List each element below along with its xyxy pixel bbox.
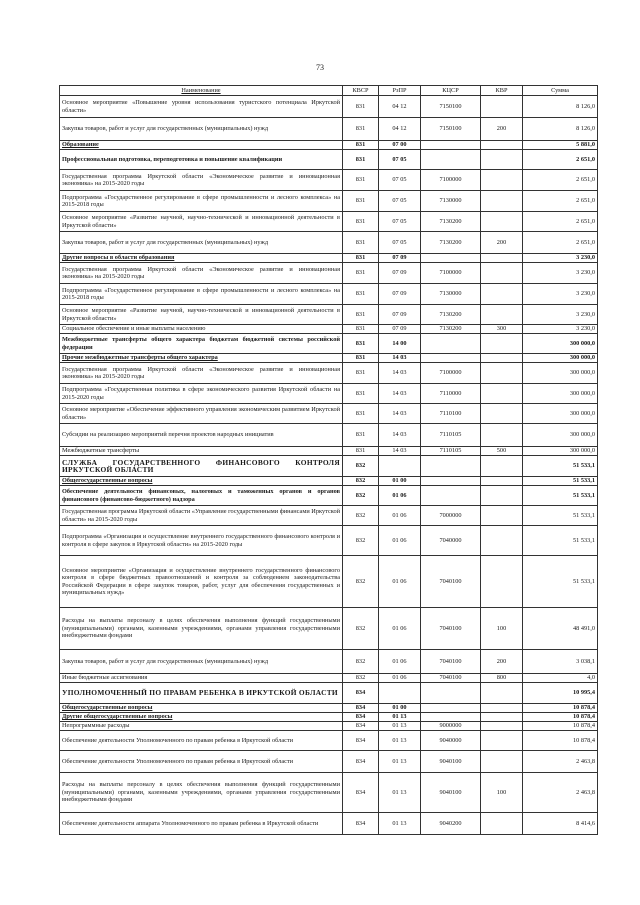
row-sum: 10 878,4 <box>523 731 598 751</box>
row-sum: 8 126,0 <box>523 96 598 118</box>
row-kvr <box>481 170 523 191</box>
row-kvsr: 834 <box>343 704 379 713</box>
row-kvsr: 831 <box>343 284 379 305</box>
table-row <box>60 526 598 556</box>
row-rzpr: 01 13 <box>379 713 421 722</box>
row-name: Подпрограмма «Государственная политика в сфере экономического развития Иркутской области на 2015-2020 годы <box>60 384 343 404</box>
row-name: Общегосударственные вопросы <box>60 477 343 486</box>
row-kvr <box>481 731 523 751</box>
row-name: Обеспечение деятельности аппарата Уполномоченного по правам ребенка в Иркутской области <box>60 813 343 835</box>
row-sum: 300 000,0 <box>523 424 598 447</box>
row-name: СЛУЖБА ГОСУДАРСТВЕННОГО ФИНАНСОВОГО КОНТРОЛЯ ИРКУТСКОЙ ОБЛАСТИ <box>60 456 343 477</box>
row-kcsr <box>421 713 481 722</box>
row-rzpr: 01 06 <box>379 486 421 506</box>
row-kvr <box>481 526 523 556</box>
row-sum: 10 878,4 <box>523 713 598 722</box>
row-kvsr: 834 <box>343 731 379 751</box>
row-kvr <box>481 556 523 608</box>
table-row <box>60 141 598 150</box>
row-rzpr: 07 09 <box>379 254 421 263</box>
row-name: Закупка товаров, работ и услуг для государственных (муниципальных) нужд <box>60 650 343 674</box>
row-name: Другие вопросы в области образования <box>60 254 343 263</box>
row-rzpr: 01 06 <box>379 674 421 683</box>
row-kvsr: 832 <box>343 556 379 608</box>
row-kvsr: 831 <box>343 170 379 191</box>
row-kcsr: 9040200 <box>421 813 481 835</box>
row-rzpr: 01 13 <box>379 813 421 835</box>
row-kvr: 200 <box>481 232 523 254</box>
table-header-row <box>60 86 598 96</box>
row-name: Расходы на выплаты персоналу в целях обеспечения выполнения функций государственными (муниципальными) органами, казенными учреждениями, органами управления государственными внебюджетными фондами <box>60 773 343 813</box>
row-sum: 48 491,0 <box>523 608 598 650</box>
row-kvr <box>481 305 523 325</box>
row-rzpr: 01 00 <box>379 704 421 713</box>
page-number: 73 <box>316 63 324 72</box>
row-name: Общегосударственные вопросы <box>60 704 343 713</box>
row-rzpr: 07 09 <box>379 263 421 284</box>
row-rzpr <box>379 456 421 477</box>
row-sum: 2 651,0 <box>523 212 598 232</box>
row-rzpr: 04 12 <box>379 96 421 118</box>
row-kcsr <box>421 486 481 506</box>
row-name: Межбюджетные трансферты общего характера бюджетам бюджетной системы российской федерации <box>60 334 343 354</box>
row-sum: 51 533,1 <box>523 486 598 506</box>
row-kvr <box>481 813 523 835</box>
row-sum: 3 230,0 <box>523 325 598 334</box>
row-sum: 5 881,0 <box>523 141 598 150</box>
row-kvr: 100 <box>481 773 523 813</box>
row-kvr <box>481 456 523 477</box>
table-row <box>60 477 598 486</box>
row-sum: 51 533,1 <box>523 526 598 556</box>
row-kvr <box>481 254 523 263</box>
table-row <box>60 404 598 424</box>
row-kvr <box>481 263 523 284</box>
row-kvsr: 831 <box>343 254 379 263</box>
row-kvsr: 832 <box>343 608 379 650</box>
row-name: Государственная программа Иркутской области «Экономическое развитие и инновационная экономика» на 2015-2020 годы <box>60 263 343 284</box>
row-kcsr: 7110105 <box>421 447 481 456</box>
table-row <box>60 813 598 835</box>
row-rzpr: 01 06 <box>379 526 421 556</box>
row-kvsr: 831 <box>343 150 379 170</box>
row-kvsr: 832 <box>343 456 379 477</box>
row-name: Обеспечение деятельности Уполномоченного по правам ребенка в Иркутской области <box>60 751 343 773</box>
row-name: Подпрограмма «Организация и осуществление внутреннего государственного финансового контроля и контроля в сфере закупок в Иркутской области» на 2015-2020 годы <box>60 526 343 556</box>
row-kcsr: 7150100 <box>421 96 481 118</box>
row-sum: 10 995,4 <box>523 683 598 704</box>
row-name: УПОЛНОМОЧЕННЫЙ ПО ПРАВАМ РЕБЕНКА В ИРКУТСКОЙ ОБЛАСТИ <box>60 683 343 704</box>
row-rzpr: 07 05 <box>379 150 421 170</box>
row-kcsr: 9040100 <box>421 751 481 773</box>
row-kvr <box>481 150 523 170</box>
row-kvsr: 831 <box>343 424 379 447</box>
row-kvr <box>481 713 523 722</box>
row-rzpr: 07 09 <box>379 305 421 325</box>
row-sum: 10 878,4 <box>523 722 598 731</box>
row-kcsr: 7110105 <box>421 424 481 447</box>
row-kcsr: 7130200 <box>421 212 481 232</box>
row-kvsr: 831 <box>343 334 379 354</box>
row-name: Основное мероприятие «Развитие научной, научно-технической и инновационной деятельности в Иркутской области» <box>60 305 343 325</box>
row-sum: 51 533,1 <box>523 456 598 477</box>
row-kvr <box>481 751 523 773</box>
row-name: Основное мероприятие «Развитие научной, научно-технической и инновационной деятельности в Иркутской области» <box>60 212 343 232</box>
table-row <box>60 212 598 232</box>
row-rzpr: 14 03 <box>379 404 421 424</box>
table-row <box>60 608 598 650</box>
row-sum: 51 533,1 <box>523 556 598 608</box>
row-sum: 10 878,4 <box>523 704 598 713</box>
row-kvsr: 831 <box>343 305 379 325</box>
table-row <box>60 456 598 477</box>
row-rzpr: 01 06 <box>379 556 421 608</box>
row-kvr: 500 <box>481 447 523 456</box>
table-row <box>60 363 598 384</box>
row-kvr: 200 <box>481 118 523 141</box>
row-sum: 51 533,1 <box>523 477 598 486</box>
row-kcsr: 7130000 <box>421 284 481 305</box>
row-kcsr <box>421 141 481 150</box>
row-kvsr: 831 <box>343 141 379 150</box>
table-row <box>60 232 598 254</box>
row-kcsr: 7100000 <box>421 263 481 284</box>
row-kcsr: 7000000 <box>421 506 481 526</box>
row-kvsr: 834 <box>343 751 379 773</box>
table-row <box>60 284 598 305</box>
row-sum: 300 000,0 <box>523 447 598 456</box>
row-name: Закупка товаров, работ и услуг для государственных (муниципальных) нужд <box>60 232 343 254</box>
row-sum: 51 533,1 <box>523 506 598 526</box>
row-kvsr: 832 <box>343 674 379 683</box>
row-kvsr: 831 <box>343 447 379 456</box>
row-kcsr <box>421 254 481 263</box>
table-row <box>60 486 598 506</box>
row-name: Другие общегосударственные вопросы <box>60 713 343 722</box>
row-kvsr: 832 <box>343 477 379 486</box>
table-row <box>60 674 598 683</box>
row-kvr <box>481 363 523 384</box>
row-kvr <box>481 212 523 232</box>
row-kvr <box>481 683 523 704</box>
row-sum: 3 038,1 <box>523 650 598 674</box>
table-row <box>60 305 598 325</box>
header-name: Наименование <box>60 86 343 96</box>
row-kvsr: 831 <box>343 212 379 232</box>
row-kcsr <box>421 150 481 170</box>
row-sum: 2 651,0 <box>523 150 598 170</box>
table-row <box>60 96 598 118</box>
row-rzpr: 01 06 <box>379 608 421 650</box>
row-name: Непрограммные расходы <box>60 722 343 731</box>
row-kvsr: 831 <box>343 363 379 384</box>
row-kcsr <box>421 354 481 363</box>
row-kcsr <box>421 456 481 477</box>
table-row <box>60 447 598 456</box>
row-name: Образование <box>60 141 343 150</box>
row-sum: 8 414,6 <box>523 813 598 835</box>
row-name: Иные бюджетные ассигнования <box>60 674 343 683</box>
row-kcsr: 7110100 <box>421 404 481 424</box>
table-row <box>60 325 598 334</box>
row-name: Социальное обеспечение и иные выплаты населению <box>60 325 343 334</box>
row-sum: 300 000,0 <box>523 404 598 424</box>
row-sum: 300 000,0 <box>523 354 598 363</box>
row-name: Государственная программа Иркутской области «Управление государственными финансами Иркутской области» на 2015-2020 годы <box>60 506 343 526</box>
row-rzpr: 01 13 <box>379 751 421 773</box>
row-name: Субсидии на реализацию мероприятий перечня проектов народных инициатив <box>60 424 343 447</box>
row-kvsr: 831 <box>343 404 379 424</box>
row-name: Подпрограмма «Государственное регулирование в сфере промышленности и лесного комплекса» на 2015-2018 годы <box>60 191 343 212</box>
row-kvr <box>481 424 523 447</box>
row-kvr: 800 <box>481 674 523 683</box>
row-rzpr: 14 03 <box>379 384 421 404</box>
row-rzpr: 01 13 <box>379 773 421 813</box>
row-kvsr: 834 <box>343 683 379 704</box>
row-kcsr: 7040100 <box>421 608 481 650</box>
table-row <box>60 650 598 674</box>
row-sum: 2 463,8 <box>523 773 598 813</box>
row-kvsr: 834 <box>343 773 379 813</box>
row-kcsr: 7130000 <box>421 191 481 212</box>
table-row <box>60 118 598 141</box>
row-kcsr <box>421 334 481 354</box>
row-rzpr: 07 09 <box>379 325 421 334</box>
table-row <box>60 334 598 354</box>
header-kcsr: КЦСР <box>421 86 481 96</box>
row-sum: 2 463,8 <box>523 751 598 773</box>
row-name: Профессиональная подготовка, переподготовка и повышение квалификации <box>60 150 343 170</box>
row-rzpr: 07 05 <box>379 170 421 191</box>
table-row <box>60 170 598 191</box>
table-row <box>60 556 598 608</box>
row-sum: 3 230,0 <box>523 254 598 263</box>
row-sum: 3 230,0 <box>523 284 598 305</box>
row-kvsr: 832 <box>343 486 379 506</box>
table-row <box>60 506 598 526</box>
row-kvsr: 832 <box>343 506 379 526</box>
table-row <box>60 683 598 704</box>
row-name: Межбюджетные трансферты <box>60 447 343 456</box>
table-body <box>60 96 598 835</box>
row-sum: 300 000,0 <box>523 334 598 354</box>
row-kcsr: 9040000 <box>421 731 481 751</box>
table-row <box>60 191 598 212</box>
table-row <box>60 713 598 722</box>
row-rzpr: 07 05 <box>379 232 421 254</box>
header-sum: Сумма <box>523 86 598 96</box>
row-rzpr: 01 13 <box>379 731 421 751</box>
row-kcsr: 7130200 <box>421 232 481 254</box>
row-kvsr: 831 <box>343 263 379 284</box>
row-kvsr: 832 <box>343 526 379 556</box>
row-rzpr: 01 06 <box>379 650 421 674</box>
row-sum: 3 230,0 <box>523 263 598 284</box>
row-rzpr: 07 09 <box>379 284 421 305</box>
row-name: Расходы на выплаты персоналу в целях обеспечения выполнения функций государственными (муниципальными) органами, казенными учреждениями, органами управления государственными внебюджетными фондами <box>60 608 343 650</box>
row-kcsr: 7110000 <box>421 384 481 404</box>
row-name: Государственная программа Иркутской области «Экономическое развитие и инновационная экономика» на 2015-2020 годы <box>60 363 343 384</box>
table-row <box>60 751 598 773</box>
row-kcsr: 9000000 <box>421 722 481 731</box>
row-kvsr: 831 <box>343 96 379 118</box>
row-kvsr: 831 <box>343 325 379 334</box>
table-row <box>60 773 598 813</box>
row-kvr: 100 <box>481 608 523 650</box>
row-name: Основное мероприятие «Повышение уровня использования туристского потенциала Иркутской области» <box>60 96 343 118</box>
row-sum: 2 651,0 <box>523 191 598 212</box>
row-rzpr: 14 03 <box>379 363 421 384</box>
row-rzpr: 14 03 <box>379 447 421 456</box>
table-row <box>60 424 598 447</box>
row-rzpr: 14 00 <box>379 334 421 354</box>
row-kvsr: 831 <box>343 191 379 212</box>
row-name: Закупка товаров, работ и услуг для государственных (муниципальных) нужд <box>60 118 343 141</box>
table-row <box>60 254 598 263</box>
row-kvsr: 834 <box>343 722 379 731</box>
row-kcsr: 7100000 <box>421 170 481 191</box>
row-kvr <box>481 384 523 404</box>
row-sum: 2 651,0 <box>523 170 598 191</box>
row-kcsr <box>421 704 481 713</box>
row-sum: 3 230,0 <box>523 305 598 325</box>
row-rzpr: 01 00 <box>379 477 421 486</box>
row-rzpr <box>379 683 421 704</box>
table-row <box>60 150 598 170</box>
row-kvsr: 831 <box>343 384 379 404</box>
row-kvr <box>481 722 523 731</box>
row-kcsr: 7040100 <box>421 556 481 608</box>
row-name: Основное мероприятие «Обеспечение эффективного управления экономическим развитием Иркутской области» <box>60 404 343 424</box>
budget-table <box>59 85 598 835</box>
table-row <box>60 354 598 363</box>
row-name: Подпрограмма «Государственное регулирование в сфере промышленности и лесного комплекса» на 2015-2018 годы <box>60 284 343 305</box>
row-sum: 2 651,0 <box>523 232 598 254</box>
row-kvr <box>481 477 523 486</box>
header-rzpr: РзПР <box>379 86 421 96</box>
row-name: Обеспечение деятельности финансовых, налоговых и таможенных органов и органов финансового (финансово-бюджетного) надзора <box>60 486 343 506</box>
table-row <box>60 704 598 713</box>
row-kcsr: 7130200 <box>421 305 481 325</box>
row-kcsr: 7130200 <box>421 325 481 334</box>
row-kvr <box>481 284 523 305</box>
row-kvr <box>481 404 523 424</box>
row-sum: 8 126,0 <box>523 118 598 141</box>
row-kvr <box>481 704 523 713</box>
header-kvr: КВР <box>481 86 523 96</box>
row-kcsr: 7040100 <box>421 674 481 683</box>
row-kvr <box>481 354 523 363</box>
row-kvr <box>481 334 523 354</box>
row-kvr <box>481 141 523 150</box>
row-kcsr: 7040000 <box>421 526 481 556</box>
row-rzpr: 07 05 <box>379 212 421 232</box>
row-name: Обеспечение деятельности Уполномоченного по правам ребенка в Иркутской области <box>60 731 343 751</box>
row-kcsr <box>421 683 481 704</box>
row-rzpr: 04 12 <box>379 118 421 141</box>
table-row <box>60 384 598 404</box>
row-rzpr: 14 03 <box>379 354 421 363</box>
row-rzpr: 07 00 <box>379 141 421 150</box>
row-kvsr: 831 <box>343 118 379 141</box>
row-rzpr: 14 03 <box>379 424 421 447</box>
row-kvsr: 834 <box>343 713 379 722</box>
row-kcsr: 9040100 <box>421 773 481 813</box>
row-sum: 4,0 <box>523 674 598 683</box>
row-kvsr: 834 <box>343 813 379 835</box>
row-kcsr <box>421 477 481 486</box>
row-kvr <box>481 506 523 526</box>
row-sum: 300 000,0 <box>523 363 598 384</box>
row-kvr: 200 <box>481 650 523 674</box>
row-rzpr: 01 06 <box>379 506 421 526</box>
row-kvr: 300 <box>481 325 523 334</box>
row-kvsr: 831 <box>343 232 379 254</box>
row-kvr <box>481 191 523 212</box>
row-name: Прочие межбюджетные трансферты общего характера <box>60 354 343 363</box>
row-name: Основное мероприятие «Организация и осуществление внутреннего государственного финансового контроля в сфере бюджетных правоотношений и контроля за соблюдением законодательства Российской Федерации в сфере закупок товаров, работ, услуг для обеспечения государственных и муниципальных нужд» <box>60 556 343 608</box>
header-kvsr: КВСР <box>343 86 379 96</box>
row-kvr <box>481 96 523 118</box>
row-kcsr: 7100000 <box>421 363 481 384</box>
row-name: Государственная программа Иркутской области «Экономическое развитие и инновационная экономика» на 2015-2020 годы <box>60 170 343 191</box>
row-kvsr: 831 <box>343 354 379 363</box>
row-sum: 300 000,0 <box>523 384 598 404</box>
table-row <box>60 731 598 751</box>
table-row <box>60 263 598 284</box>
row-kcsr: 7150100 <box>421 118 481 141</box>
row-rzpr: 01 13 <box>379 722 421 731</box>
row-rzpr: 07 05 <box>379 191 421 212</box>
row-kvsr: 832 <box>343 650 379 674</box>
table-row <box>60 722 598 731</box>
row-kvr <box>481 486 523 506</box>
row-kcsr: 7040100 <box>421 650 481 674</box>
